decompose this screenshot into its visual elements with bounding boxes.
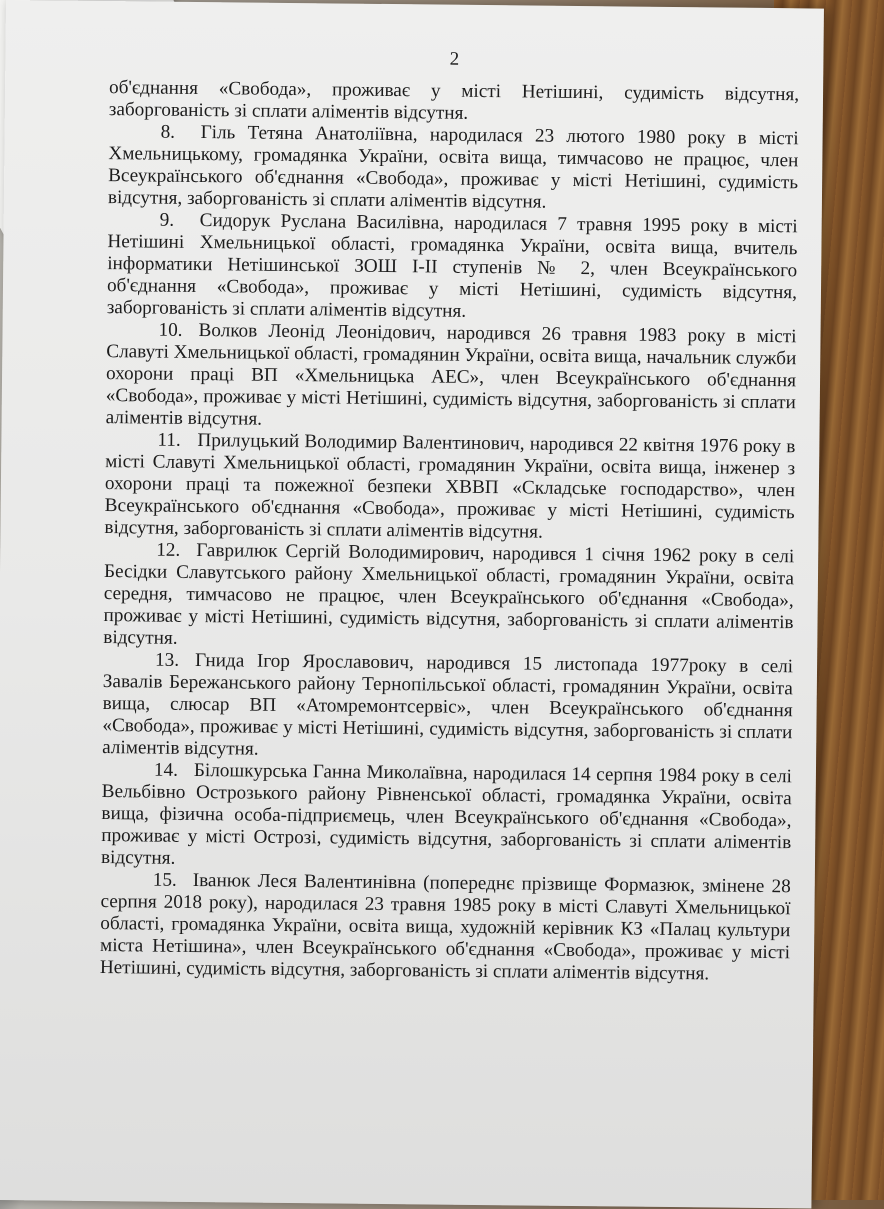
- page-number: 2: [449, 48, 460, 70]
- item-number: 13.: [154, 649, 180, 671]
- list-item: [102, 649, 793, 766]
- item-number: 14.: [153, 759, 179, 781]
- continuation-paragraph: об'єднання «Свобода», проживає у місті Нетішині, судимість відсутня, заборгованість зі сплати аліментів відсутня.: [108, 77, 800, 124]
- item-number: 11.: [157, 429, 181, 451]
- list-item: [101, 759, 792, 876]
- item-number: 10.: [158, 319, 183, 341]
- item-number: 9.: [159, 209, 175, 231]
- list-item: [103, 539, 794, 656]
- item-text: Білошкурська Ганна Миколаївна, народилася 14 серпня 1984 року в селі Вельбівно Острозького району Рівненської області, громадянка України, освіта вища, фізична особа-підприємець, член Всеукраїнського об'єднання «Свобода», проживає у місті Острозі, судимість відсутня, заборгованість зі сплати аліментів відсутня.: [100, 760, 793, 869]
- item-text: Прилуцький Володимир Валентинович, народився 22 квітня 1976 року в місті Славуті Хмельницької області, громадянин України, освіта вища, інженер з охорони праці та пожежної безпеки ХВВП «Складське господарство», член Всеукраїнського об'єднання «Свобода», проживає у місті Нетішині, судимість відсутня, заборгованість зі сплати аліментів відсутня.: [104, 430, 796, 543]
- item-text: Сидорук Руслана Василівна, народилася 7 травня 1995 року в місті Нетішині Хмельницької області, громадянка України, освіта вища, вчитель інформатики Нетішинської ЗОШ І-ІІ ступенів № 2, член Всеукраїнського об'єднання «Свобода», проживає у місті Нетішині, судимість відсутня, заборгованість зі сплати аліментів відсутня.: [106, 210, 798, 322]
- item-text: Гаврилюк Сергій Володимирович, народився 1 січня 1962 року в селі Бесідки Славутського району Хмельницької області, громадянин України, освіта середня, тимчасово не працює, член Всеукраїнського об'єднання «Свобода», проживає у місті Нетішині, судимість відсутня, заборгованість зі сплати аліментів відсутня.: [103, 540, 795, 649]
- document-body: [100, 45, 800, 986]
- item-text: Гіль Тетяна Анатоліївна, народилася 23 лютого 1980 року в місті Хмельницькому, громадянка України, освіта вища, тимчасово не працює, член Всеукраїнського об'єднання «Свобода», проживає у місті Нетішині, судимість відсутня, заборгованість зі сплати аліментів відсутня.: [107, 122, 799, 213]
- list-item: [107, 209, 798, 326]
- list-item: [106, 319, 797, 436]
- item-number: 8.: [160, 121, 176, 143]
- item-number: 12.: [156, 539, 181, 561]
- list-item: [104, 429, 795, 546]
- item-number: 15.: [152, 869, 177, 891]
- list-item: [100, 869, 791, 986]
- list-item: [108, 121, 799, 216]
- item-text: Волков Леонід Леонідович, народився 26 травня 1983 року в місті Славуті Хмельницької області, громадянин України, освіта вища, начальник служби охорони праці ВП «Хмельницька АЕС», член Всеукраїнського об'єднання «Свобода», проживає у місті Нетішині, судимість відсутня, заборгованість зі сплати аліментів відсутня.: [105, 320, 797, 430]
- item-text: Гнида Ігор Ярославович, народився 15 листопада 1977року в селі Завалів Бережанського району Тернопільської області, громадянин України, освіта вища, слюсар ВП «Атомремонтсервіс», член Всеукраїнського об'єднання «Свобода», проживає у місті Нетішині, судимість відсутня, заборгованість зі сплати аліментів відсутня.: [102, 650, 794, 760]
- item-text: Іванюк Леся Валентинівна (попереднє прізвище Формазюк, змінене 28 серпня 2018 року), народилася 23 травня 1985 року в місті Славуті Хмельницької області, громадянка України, освіта вища, художній керівник КЗ «Палац культури міста Нетішина», член Всеукраїнського об'єднання «Свобода», проживає у місті Нетішині, судимість відсутня, заборгованість зі сплати аліментів відсутня.: [99, 870, 791, 985]
